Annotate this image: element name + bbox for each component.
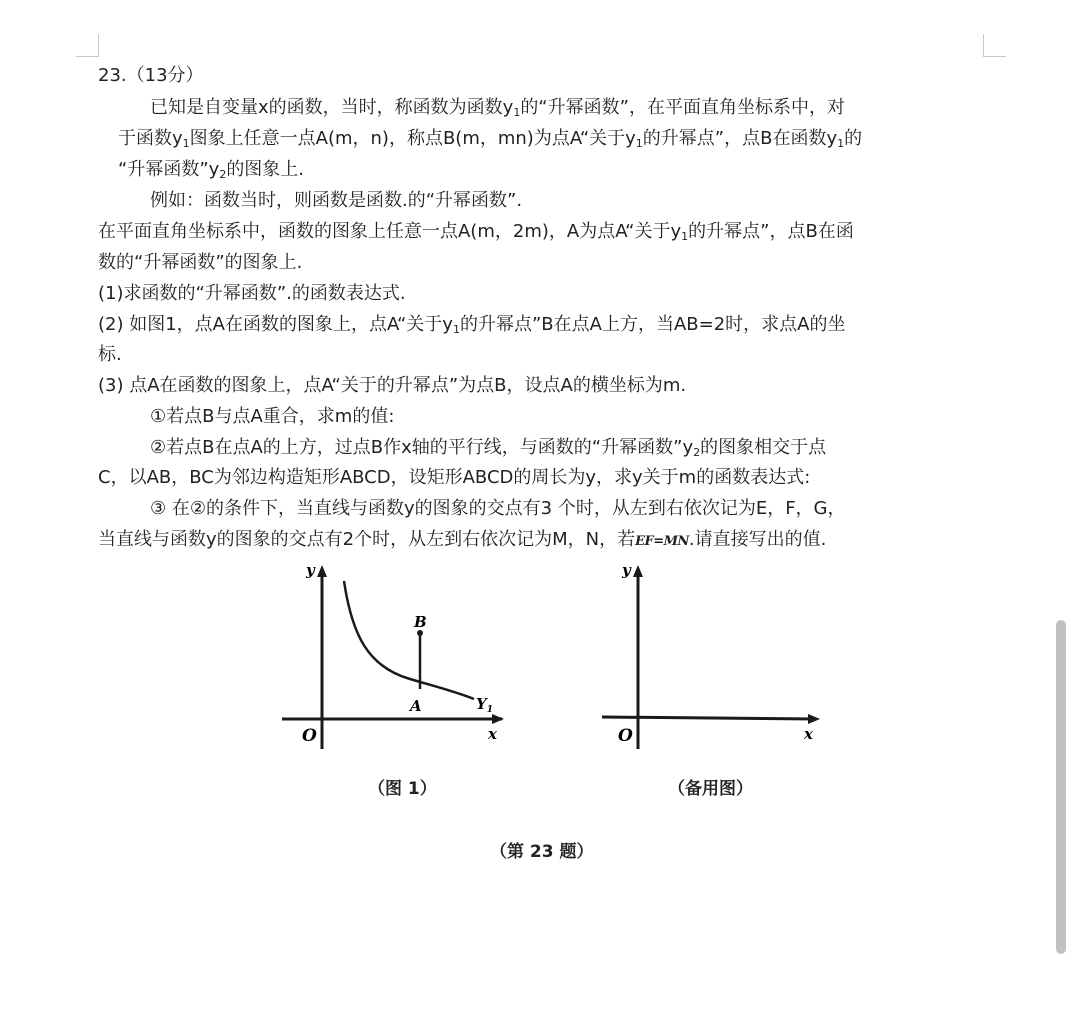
fig1-caption: （图 1） xyxy=(368,779,437,799)
page-corner-mark-top-right xyxy=(983,34,1006,57)
question-2-line-1: (2) 如图1，点A在函数的图象上，点A“关于$y_1$的升幂点”B在点A上方，当AB=2时，求点A的坐 xyxy=(98,314,846,336)
question-2-line-2: 标. xyxy=(98,344,122,365)
fig2-y-arrow xyxy=(633,565,643,577)
fig2-label-y: y xyxy=(622,561,631,579)
fig1-label-y: y xyxy=(306,561,315,579)
question-3-part-3-line-1: ③ 在②的条件下，当直线与函数y的图象的交点有3 个时，从左到右依次记为E，F，G， xyxy=(150,498,846,519)
question-3: (3) 点A在函数的图象上，点A“关于的升幂点”为点B，设点A的横坐标为m. xyxy=(98,375,687,396)
problem-caption: （第 23 题） xyxy=(490,842,594,862)
context-line-2: 数的“升幂函数”的图象上. xyxy=(98,252,303,273)
vertical-scrollbar[interactable] xyxy=(1056,620,1066,954)
question-3-part-2-line-1: ②若点B在点A的上方，过点B作x轴的平行线，与函数的“升幂函数$”y_2$的图象相交于点 xyxy=(150,437,827,459)
problem-header: 23.（13分） xyxy=(98,65,204,86)
intro-line-3: “升幂函数$”y_2$的图象上. xyxy=(118,159,305,181)
fig1-y-arrow xyxy=(317,565,327,577)
fig1-x-arrow xyxy=(492,714,504,724)
fig2-x-arrow xyxy=(808,714,820,724)
fig1-label-x: x xyxy=(488,725,497,743)
fig1-label-b: B xyxy=(414,613,427,631)
example-line: 例如：函数当时，则函数是函数.的“升幂函数”. xyxy=(150,190,523,211)
context-line-1: 在平面直角坐标系中，函数的图象上任意一点A(m，2m)，A为点A“关于$y_1$的升幂点”，点B在函 xyxy=(98,221,854,243)
question-3-part-1: ①若点B与点A重合，求m的值: xyxy=(150,406,395,427)
question-3-part-3-line-2: 当直线与函数y的图象的交点有2个时，从左到右依次记为M，N，若EF=MN.请直接写出的值. xyxy=(98,529,827,550)
fig2-caption: （备用图） xyxy=(668,779,753,799)
fig2-label-x: x xyxy=(804,725,813,743)
question-3-part-2-line-2: C，以AB，BC为邻边构造矩形ABCD，设矩形ABCD的周长为y，求y关于m的函数表达式: xyxy=(98,467,811,488)
formula-ef-mn: EF=MN xyxy=(635,534,689,549)
fig1-label-a: A xyxy=(410,697,422,715)
intro-line-1: 已知是自变量x的函数，当时，称函数为函数$y_1$的“升幂函数”，在平面直角坐标系中，对 xyxy=(150,97,845,119)
question-1: (1)求函数的“升幂函数”.的函数表达式. xyxy=(98,283,406,304)
figure-backup xyxy=(590,555,840,755)
fig1-label-origin: O xyxy=(302,726,317,746)
intro-line-2: 于函数$y_1$图象上任意一点A(m，n)，称点B(m，mn)为点A“关于$y_1$的升幂点”，点B在函数$y_1$的 xyxy=(118,128,863,150)
fig2-x-axis xyxy=(602,717,816,719)
page-corner-mark-top-left xyxy=(76,34,99,57)
fig2-label-origin: O xyxy=(618,726,633,746)
figure-1 xyxy=(270,555,520,755)
fig1-curve-y1 xyxy=(344,581,474,699)
fig1-label-y1: $Y_1$ xyxy=(476,695,493,715)
